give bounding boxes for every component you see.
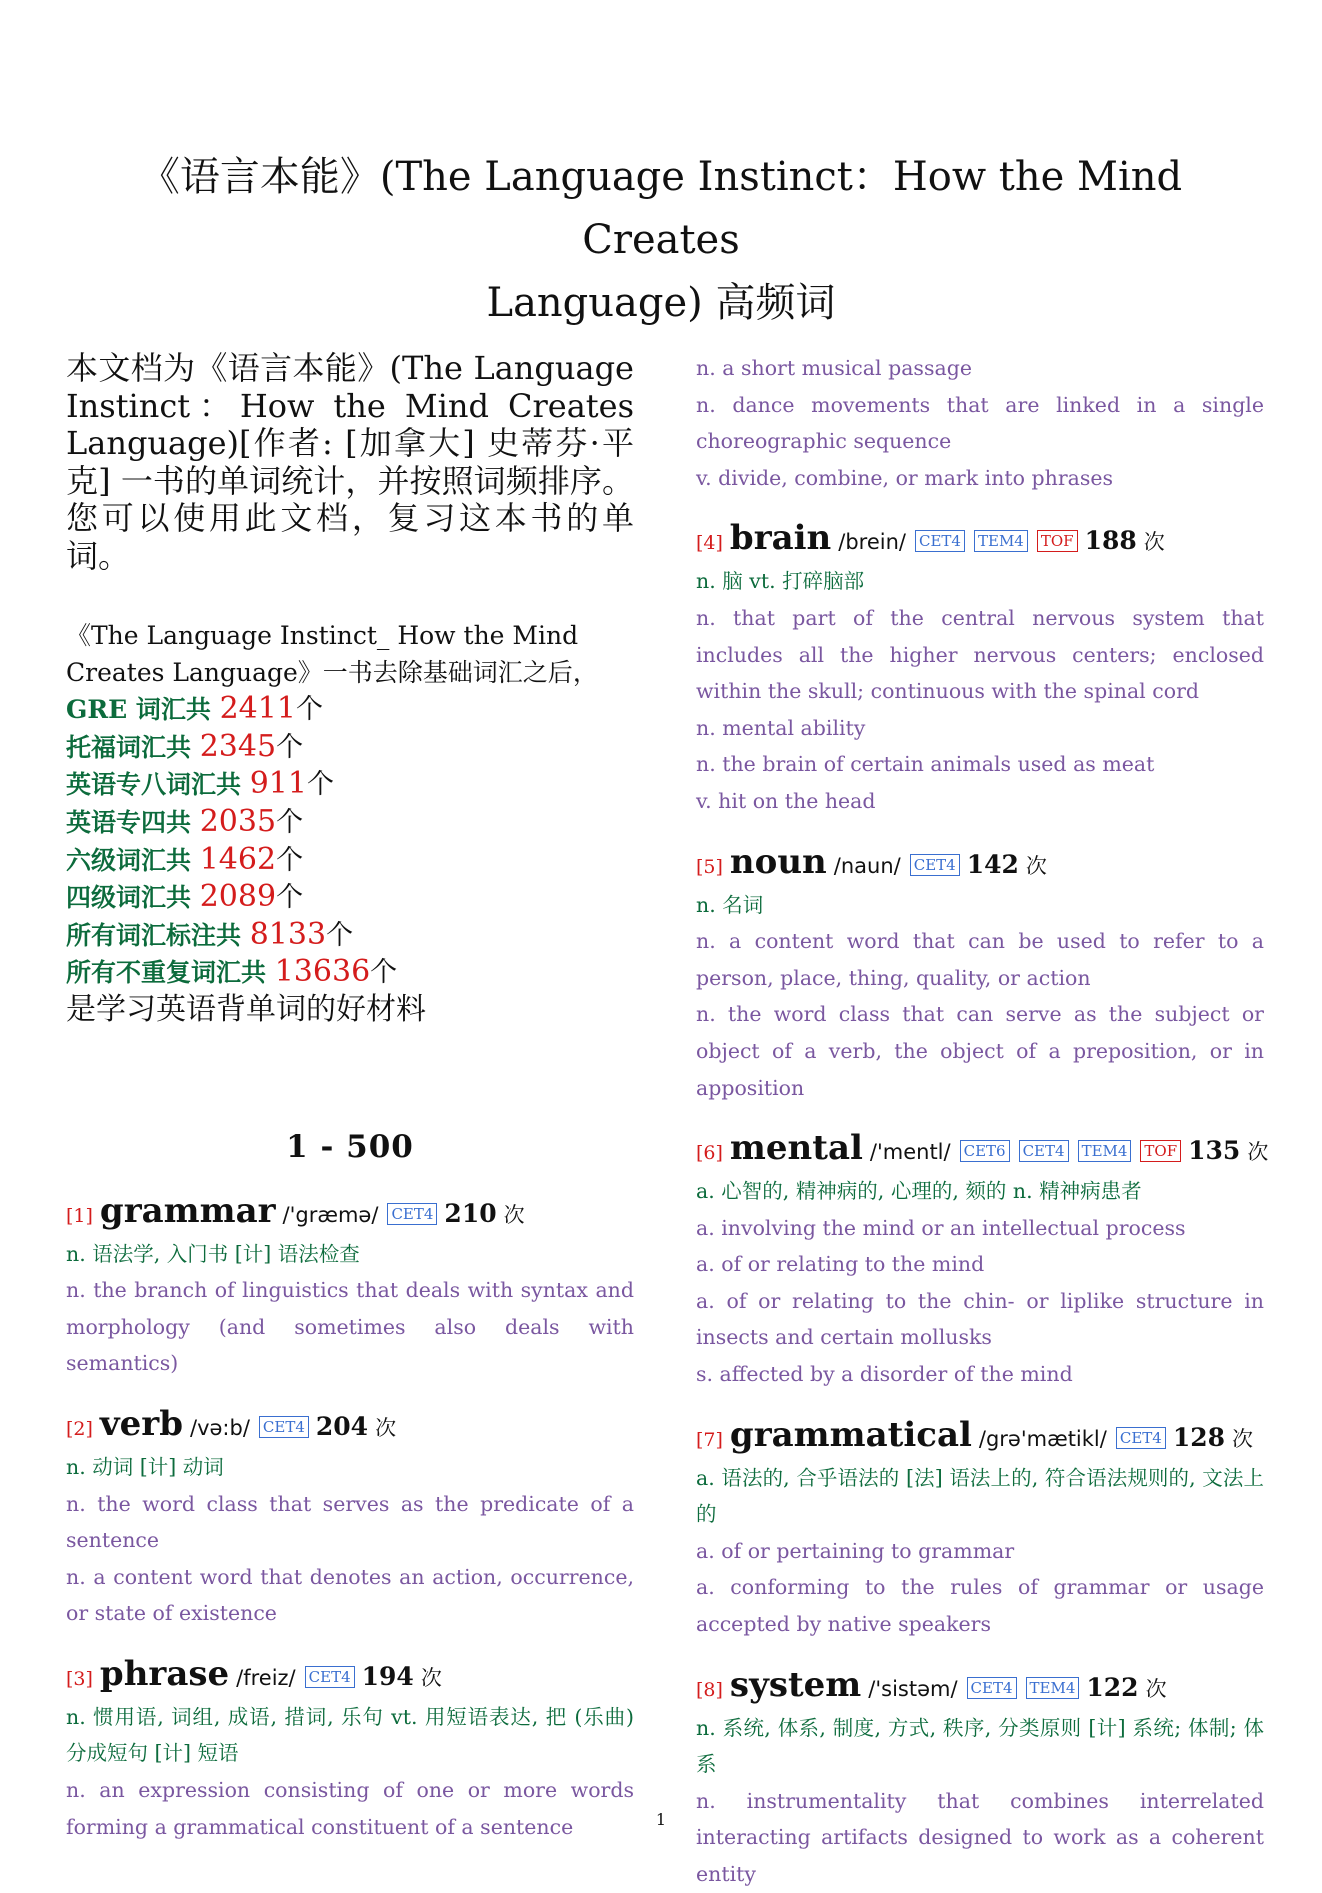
entry-index: [3] (66, 1667, 93, 1690)
section-heading: 1 - 500 (286, 1128, 414, 1165)
entry-word: brain (729, 518, 832, 559)
definition-en: s. affected by a disorder of the mind (696, 1362, 1073, 1387)
definition-zh: n. 动词 [计] 动词 (66, 1454, 224, 1479)
stat-line (66, 842, 634, 880)
stat-unit: 个 (370, 957, 398, 989)
stat-unit: 个 (306, 769, 334, 801)
entry-count: 188 (1084, 526, 1137, 556)
stat-label: 所有不重复词汇共 (66, 958, 275, 988)
entry-word: phrase (99, 1653, 230, 1694)
definition-en: n. a content word that can be used to refer to a person, place, thing, quality, or action (696, 929, 1264, 990)
definition-en: n. a short musical passage (696, 356, 972, 380)
stat-label: 托福词汇共 (66, 732, 200, 762)
stat-label: 六级词汇共 (66, 845, 200, 875)
entry-head (66, 1191, 634, 1236)
entry-head (66, 1654, 634, 1699)
stat-label: 四级词汇共 (66, 883, 200, 913)
definition-en: a. of or pertaining to grammar (696, 1538, 1015, 1563)
entry-phonetic: /'mentl/ (869, 1140, 951, 1165)
definition-en: a. involving the mind or an intellectual process (696, 1215, 1186, 1240)
entry-index: [6] (696, 1142, 723, 1165)
entry-head (696, 1665, 1264, 1710)
entry-index: [2] (66, 1417, 93, 1440)
word-entry (696, 350, 1264, 496)
definition-en: a. of or relating to the mind (696, 1252, 985, 1277)
stat-number: 2411 (219, 691, 296, 727)
stat-line (66, 804, 634, 842)
level-tag: CET4 (1019, 1140, 1069, 1162)
entry-count-unit: 次 (1232, 1426, 1254, 1451)
entry-count: 210 (444, 1198, 497, 1228)
level-tag: CET4 (305, 1666, 355, 1688)
document-title (90, 146, 1232, 335)
level-tag: TEM4 (1026, 1677, 1080, 1699)
entry-count: 128 (1172, 1422, 1226, 1452)
stats-closing: 是学习英语背单词的好材料 (66, 991, 426, 1027)
stat-number: 2035 (199, 803, 277, 839)
entry-phonetic: /grə'mætikl/ (978, 1426, 1107, 1451)
stat-unit: 个 (276, 844, 304, 876)
stat-line (66, 691, 634, 729)
entry-count: 122 (1086, 1672, 1139, 1702)
stat-number: 1462 (199, 841, 277, 877)
definition-en: n. an expression consisting of one or more words forming a grammatical constituent of a sentence (66, 1778, 634, 1839)
stat-number: 911 (249, 766, 307, 802)
entry-count-unit: 次 (1247, 1140, 1269, 1165)
entries-right (696, 350, 1269, 1893)
entry-word: system (729, 1664, 862, 1705)
word-entry (696, 1415, 1264, 1643)
entry-head (696, 518, 1264, 563)
entry-index: [8] (696, 1678, 723, 1701)
stats-list (66, 691, 634, 992)
entry-word: verb (99, 1403, 183, 1444)
entry-word: grammatical (729, 1414, 972, 1455)
level-tag: CET4 (915, 530, 965, 552)
stat-unit: 个 (276, 806, 304, 838)
level-tag: CET4 (910, 854, 960, 876)
stat-number: 13636 (274, 954, 371, 990)
word-entry (696, 518, 1264, 819)
entry-head (696, 1415, 1264, 1460)
stat-unit: 个 (295, 694, 323, 726)
entries-left (66, 1191, 634, 1846)
level-tag: TEM4 (974, 530, 1028, 552)
entry-phonetic: /naun/ (833, 853, 901, 878)
definition-en: n. a content word that denotes an action, occurrence, or state of existence (66, 1564, 634, 1626)
right-column (696, 350, 1269, 1893)
entry-word: noun (729, 841, 827, 882)
entry-count-unit: 次 (375, 1415, 397, 1440)
definition-en: n. the word class that can serve as the subject or object of a verb, the object of a preposition, or in apposition (696, 1002, 1264, 1100)
stat-unit: 个 (326, 919, 354, 951)
definition-en: v. hit on the head (696, 788, 876, 813)
level-tag: CET4 (259, 1416, 309, 1438)
definition-en: a. conforming to the rules of grammar or usage accepted by native speakers (696, 1575, 1264, 1637)
level-tag: TEM4 (1078, 1140, 1132, 1162)
level-tag: CET4 (967, 1677, 1017, 1699)
entry-phonetic: /'græmə/ (282, 1202, 379, 1227)
entry-count-unit: 次 (1025, 853, 1047, 878)
entry-phonetic: /və:b/ (190, 1415, 250, 1440)
entry-index: [1] (66, 1204, 93, 1227)
level-tag: CET6 (960, 1140, 1010, 1162)
stat-number: 8133 (249, 916, 327, 952)
stat-line (66, 954, 634, 992)
stat-number: 2089 (199, 879, 277, 915)
definition-en: n. instrumentality that combines interrelated interacting artifacts designed to work as a coherent entity (696, 1788, 1264, 1886)
entry-count: 135 (1188, 1136, 1241, 1166)
stats-book-line: 《The Language Instinct_ How the Mind Creates Language》一书去除基础词汇之后， (66, 621, 598, 687)
word-entry (696, 842, 1264, 1107)
definition-en: a. of or relating to the chin- or liplike structure in insects and certain mollusks (696, 1288, 1264, 1350)
level-tag: CET4 (1116, 1427, 1166, 1449)
entry-count: 204 (315, 1411, 369, 1441)
definition-zh: a. 语法的, 合乎语法的 [法] 语法上的, 符合语法规则的, 文法上的 (696, 1465, 1264, 1527)
definition-zh: n. 脑 vt. 打碎脑部 (696, 569, 865, 594)
title-line-1: 《语言本能》(The Language Instinct：How the Mind Creates (139, 154, 1183, 263)
definition-zh: n. 语法学, 入门书 [计] 语法检查 (66, 1241, 360, 1266)
stat-label: 英语专八词汇共 (66, 770, 250, 800)
word-entry (696, 1128, 1269, 1393)
definition-en: n. dance movements that are linked in a single choreographic sequence (696, 392, 1264, 454)
entry-word: mental (729, 1128, 863, 1169)
entry-count-unit: 次 (1143, 530, 1165, 555)
definition-zh: n. 系统, 体系, 制度, 方式, 秩序, 分类原则 [计] 系统; 体制; 体系 (696, 1715, 1264, 1777)
entry-head (696, 1128, 1269, 1173)
definition-zh: n. 名词 (696, 892, 764, 917)
definition-en: n. mental ability (696, 715, 866, 740)
entry-index: [4] (696, 532, 723, 555)
entry-count: 194 (361, 1661, 414, 1691)
stat-unit: 个 (276, 882, 304, 914)
stat-line (66, 917, 634, 955)
page-number: 1 (655, 1810, 667, 1829)
entry-head (66, 1404, 634, 1449)
stat-label: 英语专四共 (66, 807, 200, 837)
entry-phonetic: /'sistəm/ (868, 1676, 958, 1701)
entry-count-unit: 次 (503, 1202, 525, 1227)
stat-label: 所有词汇标注共 (66, 920, 250, 950)
stats-block (66, 618, 634, 1029)
intro-paragraph: 本文档为《语言本能》(The Language Instinct：How the Mind Creates Language)[作者: [加拿大] 史蒂芬·平克] 一书的单词统计，并按照词频排序。您可以使用此文档，复习这本书的单词。 (66, 349, 634, 575)
definition-en: n. the word class that serves as the predicate of a sentence (66, 1491, 634, 1553)
definition-en: n. that part of the central nervous system that includes all the higher nervous centers; enclosed within the skull; continuous with the spinal cord (696, 605, 1264, 704)
entry-count-unit: 次 (1145, 1676, 1167, 1701)
stat-line (66, 729, 634, 767)
entry-head (696, 842, 1264, 887)
title-line-2: Language) 高频词 (486, 280, 836, 326)
entry-phonetic: /brein/ (838, 530, 906, 555)
stat-line (66, 766, 634, 804)
entry-count-unit: 次 (420, 1665, 442, 1690)
stat-number: 2345 (199, 728, 277, 764)
definition-en: v. divide, combine, or mark into phrases (696, 465, 1114, 490)
definition-en: n. the branch of linguistics that deals with syntax and morphology (and sometimes also deals with semantics) (66, 1278, 634, 1376)
definition-zh: a. 心智的, 精神病的, 心理的, 颏的 n. 精神病患者 (696, 1179, 1142, 1204)
word-entry (696, 1665, 1264, 1893)
stat-label: GRE 词汇共 (66, 695, 220, 725)
entry-index: [7] (696, 1428, 723, 1451)
level-tag: TOF (1037, 530, 1078, 552)
definition-en: n. the brain of certain animals used as meat (696, 752, 1155, 777)
entry-count: 142 (966, 849, 1019, 879)
stat-line (66, 879, 634, 917)
stat-unit: 个 (276, 731, 304, 763)
level-tag: TOF (1140, 1140, 1181, 1162)
entry-index: [5] (696, 855, 723, 878)
left-column (66, 350, 634, 1845)
word-entry (66, 1191, 634, 1382)
word-entry (66, 1404, 634, 1632)
entry-word: grammar (99, 1190, 276, 1231)
definition-zh: n. 惯用语, 词组, 成语, 措词, 乐句 vt. 用短语表达, 把 (乐曲) 分成短句 [计] 短语 (66, 1704, 634, 1766)
entry-phonetic: /freiz/ (236, 1665, 296, 1690)
level-tag: CET4 (387, 1203, 437, 1225)
